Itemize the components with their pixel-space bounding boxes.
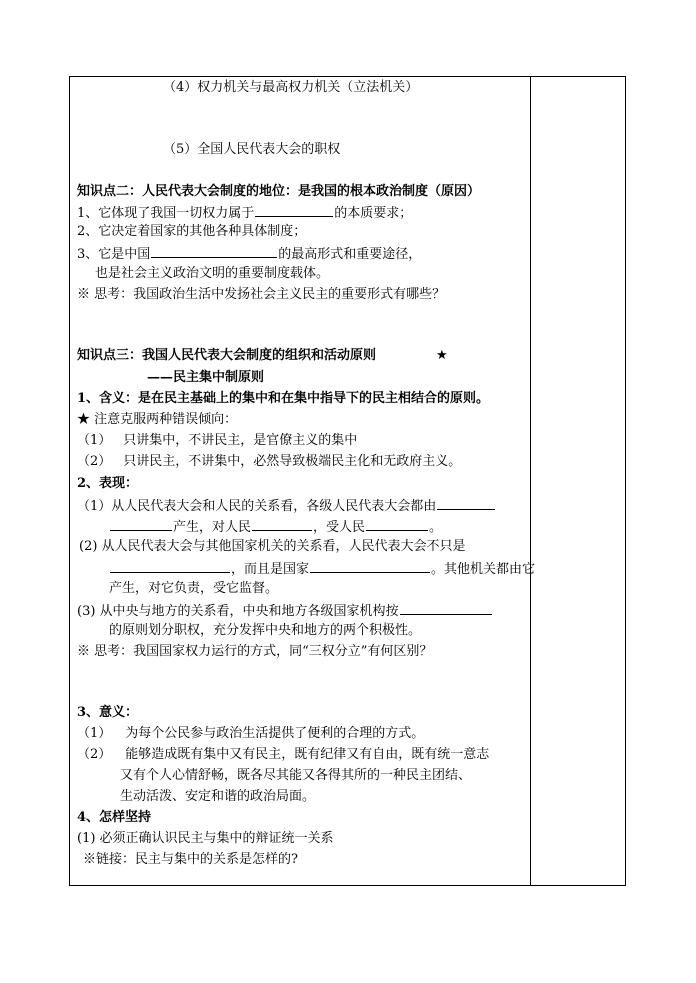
fill-blank[interactable] [310, 560, 430, 573]
meaning-text: 1、含义：是在民主基础上的集中和在集中指导下的民主相结合的原则。 [77, 391, 490, 406]
fill-blank[interactable] [110, 518, 172, 531]
think-2: ※ 思考：我国国家权力运行的方式，同“三权分立”有何区别？ [77, 644, 433, 659]
adhere-heading: 4、怎样坚持 [77, 810, 152, 825]
relation-1: （1）从人民代表大会和人民的关系看，各级人民代表大会都由 [77, 497, 496, 515]
fill-blank[interactable] [252, 518, 312, 531]
point-2-3-cont: 也是社会主义政治文明的重要制度载体。 [95, 266, 330, 281]
section-3-subheading: ——民主集中制原则 [147, 370, 265, 385]
star-icon: ★ [436, 348, 448, 363]
point-2-2: 2、它决定着国家的其他各种具体制度； [77, 224, 307, 239]
section-2-heading: 知识点二：人民代表大会制度的地位：是我国的根本政治制度（原因） [77, 184, 481, 199]
manifestation-heading: 2、表现： [77, 476, 139, 491]
tendency-1: （1） 只讲集中，不讲民主，是官僚主义的集中 [77, 433, 358, 448]
relation-3: (3) 从中央与地方的关系看，中央和地方各级国家机构按 [77, 602, 493, 620]
relation-3-cont: 的原则划分职权，充分发挥中央和地方的两个积极性。 [109, 623, 422, 638]
relation-1-cont: 产生，对人民 ，受人民 。 [109, 518, 442, 536]
relation-2-cont2: 产生，对它负责，受它监督。 [109, 581, 279, 596]
fill-blank[interactable] [151, 245, 277, 258]
significance-2-cont2: 生动活泼、安定和谐的政治局面。 [120, 789, 316, 804]
fill-blank[interactable] [366, 518, 428, 531]
column-divider [530, 76, 531, 886]
relation-2: (2) 从人民代表大会与其他国家机关的关系看，人民代表大会不只是 [79, 539, 466, 554]
link-note: ※链接：民主与集中的关系是怎样的? [83, 852, 298, 867]
fill-blank[interactable] [400, 602, 492, 615]
significance-2: （2） 能够造成既有集中又有民主，既有纪律又有自由，既有统一意志 [77, 747, 490, 762]
fill-blank[interactable] [110, 560, 230, 573]
warning-heading: ★ 注意克服两种错误倾向： [77, 412, 238, 427]
adhere-1: (1) 必须正确认识民主与集中的辩证统一关系 [77, 831, 334, 846]
fill-blank[interactable] [255, 204, 333, 217]
item-4-text: （4）权力机关与最高权力机关（立法机关） [163, 80, 419, 95]
significance-heading: 3、意义： [77, 705, 139, 720]
significance-1: （1） 为每个公民参与政治生活提供了便利的合理的方式。 [77, 726, 425, 741]
relation-2-cont: ，而且是国家 。其他机关都由它 [109, 560, 535, 578]
tendency-2: （2） 只讲民主，不讲集中，必然导致极端民主化和无政府主义。 [77, 454, 462, 469]
significance-2-cont: 又有个人心情舒畅，既各尽其能又各得其所的一种民主团结、 [120, 768, 472, 783]
item-5-text: （5）全国人民代表大会的职权 [163, 142, 341, 157]
point-2-1: 1、它体现了我国一切权力属于 的本质要求； [77, 206, 413, 221]
fill-blank[interactable] [437, 497, 495, 510]
think-1: ※ 思考：我国政治生活中发扬社会主义民主的重要形式有哪些？ [77, 287, 446, 302]
point-2-3: 3、它是中国 的最高形式和重要途径， [77, 247, 422, 262]
section-3-heading: 知识点三：我国人民代表大会制度的组织和活动原则 [77, 348, 377, 363]
